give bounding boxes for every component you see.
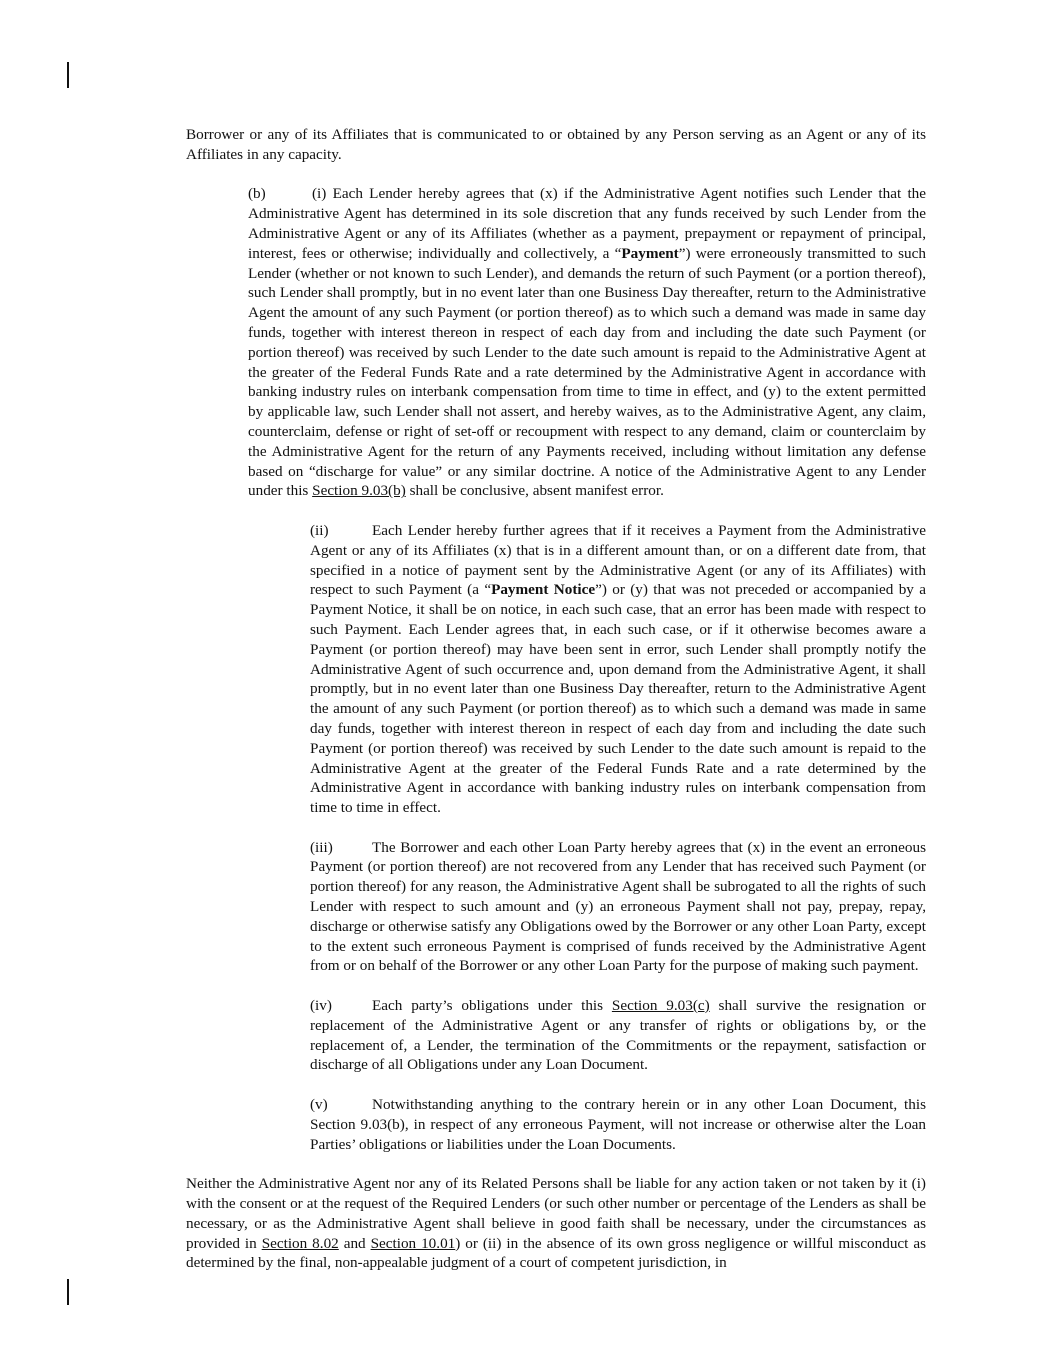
paragraph-ii-label: (ii) <box>310 521 329 539</box>
top-margin-bar <box>67 62 69 88</box>
paragraph-iv-label: (iv) <box>310 997 332 1015</box>
defined-term-payment: Payment <box>621 244 679 262</box>
document-body <box>124 125 926 1273</box>
paragraph-iii-label: (iii) <box>310 838 333 856</box>
defined-term-payment-notice: Payment Notice <box>491 581 596 599</box>
paragraph-v-label: (v) <box>310 1096 328 1114</box>
paragraph-b: (b) (i) Each Lender hereby agrees that (x) if the Administrative Agent notifies such Lender that the Administrative Agent has determined in its sole discretion that any funds received by such Lender from the Administrative Agent or any of its Affiliates (whether as a payment, prepayment or repayment of principal, interest, fees or otherwise; individually and collectively, a “Payment”) were erroneously transmitted to such Lender (whether or not known to such Lender), and demands the return of such Payment (or a portion thereof), such Lender shall promptly, but in no event later than one Business Day thereafter, return to the Administrative Agent the amount of any such Payment (or portion thereof) as to which such a demand was made in same day funds, together with interest thereon in respect of each day from and including the date such Payment (or portion thereof) was received by such Lender to the date such amount is repaid to the Administrative Agent at the greater of the Federal Funds Rate and a rate determined by the Administrative Agent in accordance with banking industry rules on interbank compensation from time to time in effect, and (y) to the extent permitted by applicable law, such Lender shall not assert, and hereby waives, as to the Administrative Agent, any claim, counterclaim, defense or right of set-off or recoupment with respect to any demand, claim or counterclaim by the Administrative Agent for the return of any Payments received, including without limitation any defense based on “discharge for value” or any similar doctrine. A notice of the Administrative Agent to any Lender under this Section 9.03(b) shall be conclusive, absent manifest error. <box>248 185 926 500</box>
paragraph-iii: (iii) The Borrower and each other Loan Party hereby agrees that (x) in the event an erroneous Payment (or portion thereof) are not recovered from any Lender that has received such Payment (or portion thereof) for any reason, the Administrative Agent shall be subrogated to all the rights of such Lender with respect to such amount and (y) an erroneous Payment shall not pay, prepay, repay, discharge or otherwise satisfy any Obligations owed by the Borrower or any other Loan Party, except to the extent such erroneous Payment is comprised of funds received by the Administrative Agent from or on behalf of the Borrower or any other Loan Party for the purpose of making such payment. <box>310 838 926 975</box>
section-9-03c-reference: Section 9.03(c) <box>611 997 710 1015</box>
section-8-02-reference: Section 8.02 <box>261 1234 339 1252</box>
section-10-01-reference: Section 10.01 <box>370 1234 456 1252</box>
paragraph-a-tail: Borrower or any of its Affiliates that is communicated to or obtained by any Person serving as an Agent or any of its Affiliates in any capacity. <box>186 126 926 163</box>
paragraph-b-sub-label: (i) <box>312 185 327 203</box>
paragraph-v: (v) Notwithstanding anything to the contrary herein or in any other Loan Document, this Section 9.03(b), in respect of any erroneous Payment, will not increase or otherwise alter the Loan Parties’ obligations or liabilities under the Loan Documents. <box>310 1096 926 1153</box>
paragraph-liability: Neither the Administrative Agent nor any of its Related Persons shall be liable for any action taken or not taken by it (i) with the consent or at the request of the Required Lenders (or such other number or percentage of the Lenders as shall be necessary, or as the Administrative Agent shall believe in good faith shall be necessary, under the circumstances as provided in Section 8.02 and Section 10.01) or (ii) in the absence of its own gross negligence or willful misconduct as determined by the final, non-appealable judgment of a court of competent jurisdiction, in <box>186 1175 926 1272</box>
paragraph-b-label: (b) <box>248 185 266 203</box>
section-9-03b-reference: Section 9.03(b) <box>312 482 406 500</box>
paragraph-ii: (ii) Each Lender hereby further agrees that if it receives a Payment from the Administrative Agent or any of its Affiliates (x) that is in a different amount than, or on a different date from, that specified in a notice of payment sent by the Administrative Agent (or any of its Affiliates) with respect to such Payment (a “Payment Notice”) or (y) that was not preceded or accompanied by a Payment Notice, it shall be on notice, in each such case, that an error has been made with respect to such Payment. Each Lender agrees that, in each such case, or if it otherwise becomes aware a Payment (or portion thereof) may have been sent in error, such Lender shall promptly notify the Administrative Agent of such occurrence and, upon demand from the Administrative Agent, it shall promptly, but in no event later than one Business Day thereafter, return to the Administrative Agent the amount of any such Payment (or portion thereof) as to which such a demand was made in same day funds, together with interest thereon in respect of each day from and including the date such Payment (or portion thereof) was received by such Lender to the date such amount is repaid to the Administrative Agent at the greater of the Federal Funds Rate and a rate determined by the Administrative Agent in accordance with banking industry rules on interbank compensation from time to time in effect. <box>310 521 926 817</box>
paragraph-iv: (iv) Each party’s obligations under this Section 9.03(c) shall survive the resignation or replacement of the Administrative Agent or any transfer of rights or obligations by, or the replacement of, a Lender, the termination of the Commitments or the repayment, satisfaction or discharge of all Obligations under any Loan Document. <box>310 997 926 1074</box>
bottom-margin-bar <box>67 1279 69 1305</box>
